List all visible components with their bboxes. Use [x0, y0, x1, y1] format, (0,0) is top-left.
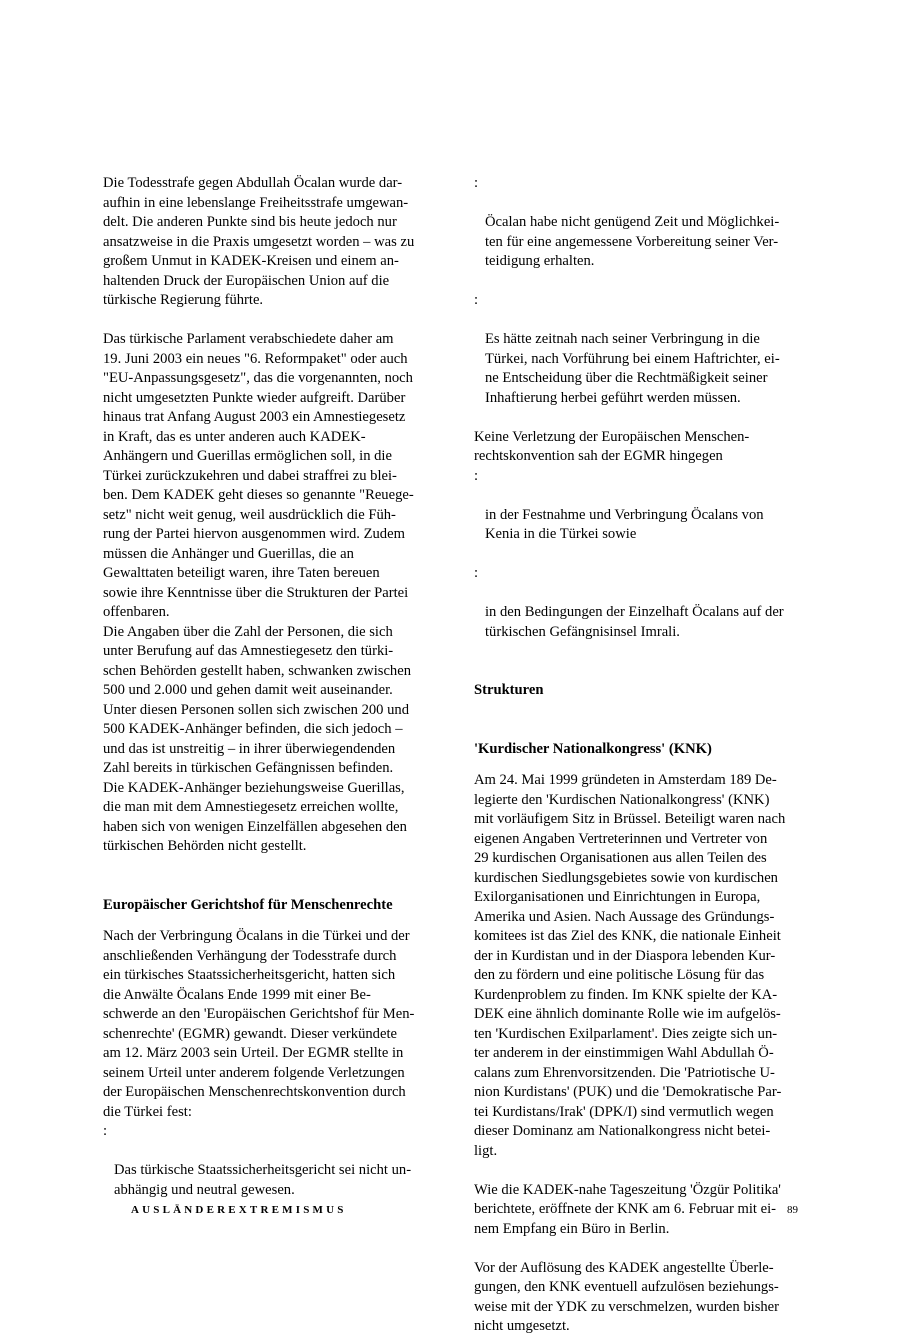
- heading-strukturen: Strukturen: [474, 682, 544, 698]
- list-item-text: in der Festnahme und Verbringung Öcalans von Kenia in die Türkei sowie: [485, 506, 764, 542]
- list-item-text: in den Bedingungen der Einzelhaft Öcalans auf der türkischen Gefängnisinsel Imrali.: [485, 604, 784, 640]
- violations-list-left: [103, 1122, 433, 1200]
- list-item: [103, 1122, 433, 1200]
- list-item-text: Öcalan habe nicht genügend Zeit und Möglichkei- ten für eine angemessene Vorbereitung seiner Ver- teidigung erhalten.: [485, 214, 780, 269]
- paragraph-knk-founding: Am 24. Mai 1999 gründeten in Amsterdam 189 De- legierte den 'Kurdischen Nationalkongress' (KNK) mit vorläufigem Sitz in Brüssel. Beteiligt waren nach eigenen Angaben Vertreterinnen und Vertreter von 29 kurdischen Organisationen aus allen Teilen des kurdischen Siedlungsgebietes sowie von kurdischen Exilorganisationen und Einrichtungen in Europa, Amerika und Asien. Nach Aussage des Gründungs- komitees ist das Ziel des KNK, die nationale Einheit der in Kurdistan und in der Diaspora lebenden Kur- den zu fördern und eine politische Lösung für das Kurdenproblem zu finden. Im KNK spielte der KA- DEK eine ähnlich dominante Rolle wie im aufgelös- ten 'Kurdischen Exilparlament'. Dies zeigte sich un- ter anderem in der einstimmigen Wahl Abdullah Ö- calans zum Ehrenvorsitzenden. Die 'Patriotische U- nion Kurdistans' (PUK) und die 'Demokratische Par- tei Kurdistans/Irak' (DPK/I) sind vermutlich wegen dieser Dominanz am Nationalkongress nicht betei- ligt.: [474, 772, 786, 1159]
- heading-knk: 'Kurdischer Nationalkongress' (KNK): [474, 740, 712, 757]
- bullet-marker: :: [474, 467, 479, 484]
- paragraph-knk-dissolution: Vor der Auflösung des KADEK angestellte Überle- gungen, den KNK eventuell aufzulösen beziehungs- weise mit der YDK zu verschmelzen, wurden bisher nicht umgesetzt.: [474, 1259, 780, 1334]
- page-number: 89: [787, 1204, 798, 1216]
- heading-egmr: Europäischer Gerichtshof für Menschenrechte: [103, 896, 393, 913]
- list-item-text: Das türkische Staatssicherheitsgericht sei nicht un- abhängig und neutral gewesen.: [114, 1162, 412, 1198]
- bullet-marker: :: [474, 565, 479, 581]
- left-column: [103, 174, 433, 1200]
- right-column: [474, 174, 804, 1337]
- paragraph-berlin-office: Wie die KADEK-nahe Tageszeitung 'Özgür Politika' berichtete, eröffnete der KNK am 6. Februar mit ei- nem Empfang ein Büro in Berlin.: [474, 1181, 781, 1237]
- paragraph-egmr-ruling: Nach der Verbringung Öcalans in die Türkei und der anschließenden Verhängung der Todesstrafe durch ein türkisches Staatssicherheitsgericht, hatten sich die Anwälte Öcalans Ende 1999 mit einer Be- schwerde an den 'Europäischen Gerichtshof für Men- schenrechte' (EGMR) gewandt. Dieser verkündete am 12. März 2003 sein Urteil. Der EGMR stellte in seinem Urteil unter anderem folgende Verletzungen der Europäischen Menschenrechtskonvention durch die Türkei fest:: [103, 928, 415, 1120]
- bullet-marker: :: [474, 292, 479, 308]
- violations-list-right: [474, 174, 804, 408]
- bullet-marker: :: [103, 1123, 108, 1139]
- paragraph-no-violation: Keine Verletzung der Europäischen Menschen- rechtskonvention sah der EGMR hingegen: [474, 428, 750, 464]
- list-item: [474, 291, 804, 408]
- bullet-marker: :: [474, 175, 479, 191]
- paragraph-amnesty-numbers: Die Angaben über die Zahl der Personen, die sich unter Berufung auf das Amnestiegesetz den türki- schen Behörden gestellt haben, schwanken zwischen 500 und 2.000 und gehen damit weit auseinander. Unter diesen Personen sollen sich zwischen 200 und 500 KADEK-Anhänger befinden, die sich jedoch – und das ist unstreitig – in ihrer überwiegendenden Zahl bereits in türkischen Gefängnissen befinden. Die KADEK-Anhänger beziehungsweise Guerillas, die man mit dem Amnestiegesetz erreichen wollte, haben sich von wenigen Einzelfällen abgesehen den türkischen Behörden nicht gestellt.: [103, 623, 411, 854]
- no-violation-list: [474, 467, 804, 643]
- list-item: [474, 174, 804, 272]
- paragraph-death-penalty: Die Todesstrafe gegen Abdullah Öcalan wurde dar- aufhin in eine lebenslange Freiheitsstrafe umgewan- delt. Die anderen Punkte sind bis heute jedoch nur ansatzweise in die Praxis umgesetzt worden – was zu großem Unmut in KADEK-Kreisen und einem an- haltenden Druck der Europäischen Union auf die türkische Regierung führte.: [103, 175, 415, 308]
- list-item-text: Es hätte zeitnah nach seiner Verbringung in die Türkei, nach Vorführung bei einem Haftrichter, ei- ne Entscheidung über die Rechtmäßigkeit seiner Inhaftierung herbei geführt werden müssen.: [485, 331, 780, 406]
- paragraph-reform-package: Das türkische Parlament verabschiedete daher am 19. Juni 2003 ein neues "6. Reformpaket" oder auch "EU-Anpassungsgesetz", das die vorgenannten, noch nicht umgesetzten Punkte wieder aufgreift. Darüber hinaus trat Anfang August 2003 ein Amnestiegesetz in Kraft, das es unter anderen auch KADEK- Anhängern und Guerillas ermöglichen soll, in die Türkei zurückzukehren und dabei straffrei zu blei- ben. Dem KADEK geht dieses so genannte "Reuege- setz" nicht weit genug, weil ausdrücklich die Füh- rung der Partei hiervon ausgenommen wird. Zudem müssen die Anhänger und Guerillas, die an Gewalttaten beteiligt waren, ihre Taten bereuen sowie ihre Kenntnisse über die Strukturen der Partei offenbaren.: [103, 331, 414, 620]
- footer-section-title: AUSLÄNDEREXTREMISMUS: [131, 1204, 347, 1216]
- list-item: [474, 564, 804, 642]
- list-item: [474, 467, 804, 545]
